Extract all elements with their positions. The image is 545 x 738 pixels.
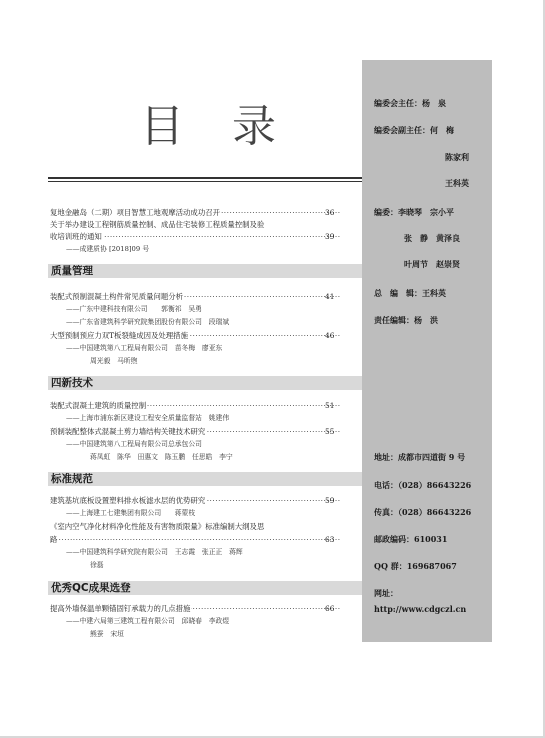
toc-author: 周光毅 马昕煦 xyxy=(90,357,138,365)
toc-entry[interactable]: 复地金融岛（二期）项目智慧工地观摩活动成功召开 ····· xyxy=(50,208,340,217)
toc-entry-cont[interactable]: 路 ····· xyxy=(50,535,340,544)
toc-author: 熊蚕 宋垣 xyxy=(90,630,124,638)
title-char-1: 目 xyxy=(140,101,184,152)
toc-page: 36 xyxy=(325,208,335,217)
toc-entry[interactable]: 关于举办建设工程钢筋质量控制、成品住宅装修工程质量控制及验 xyxy=(50,220,265,229)
toc-page: 66 xyxy=(325,604,335,613)
toc-author: 徐磊 xyxy=(90,561,104,569)
section-header: 标准规范 xyxy=(48,472,362,486)
toc-entry[interactable]: 装配式混凝土建筑的质量控制 ····· xyxy=(50,401,340,410)
toc-page: 41 xyxy=(325,292,335,301)
toc-entry[interactable]: 《室内空气净化材料净化性能及有害物质限量》标准编制大纲及思 xyxy=(50,522,265,531)
toc-author: ——中建六局第三建筑工程有限公司 邱晓春 李政煜 xyxy=(66,617,230,625)
phone: 电话：（028）86643226 xyxy=(374,480,472,490)
responsible-editor: 责任编辑：杨 洪 xyxy=(374,315,438,325)
deputy-editor: 编委会副主任：何 梅 xyxy=(374,125,454,135)
toc-author: ——上海建工七建集团有限公司 蒋蒙枝 xyxy=(66,509,196,517)
committee-members-2: 张 静 黄泽良 xyxy=(404,233,460,243)
toc-author: ——中国建筑第八工程局有限公司 苗冬梅 廖亚东 xyxy=(66,344,223,352)
toc-author: ——中国建筑第八工程局有限公司总承包公司 xyxy=(66,440,202,448)
title-rule-thin xyxy=(48,181,362,182)
toc-author: ——广东省建筑科学研究院集团股份有限公司 段瑞斌 xyxy=(66,318,230,326)
section-header: 优秀QC成果选登 xyxy=(48,581,362,595)
toc-entry[interactable]: 提高外墙保温单颗锚固钉承载力的几点措施 ····· xyxy=(50,604,340,613)
chief-editor: 总 编 辑：王科英 xyxy=(374,288,446,298)
toc-author: 蒋凤虹 陈华 田惠文 陈玉鹏 任思皓 李宁 xyxy=(90,453,233,461)
deputy-editor-3: 王科英 xyxy=(445,178,469,188)
title-rule xyxy=(48,177,362,179)
editor-in-chief: 编委会主任：杨 泉 xyxy=(374,98,446,108)
toc-entry[interactable]: 预制装配整体式混凝土剪力墙结构关键技术研究 ····· xyxy=(50,427,340,436)
toc-page: 63 xyxy=(325,535,335,544)
toc-page: 46 xyxy=(325,331,335,340)
section-header: 四新技术 xyxy=(48,376,362,390)
toc-page: 51 xyxy=(325,401,335,410)
website-label: 网址： xyxy=(374,588,398,598)
committee-members-3: 叶周节 赵崇贤 xyxy=(404,259,460,269)
toc-page: 59 xyxy=(325,496,335,505)
toc-author: ——上海市浦东新区建设工程安全质量监督站 姚建伟 xyxy=(66,414,230,422)
toc-entry[interactable]: 装配式预制混凝土构件常见质量问题分析 ····· xyxy=(50,292,340,301)
toc-author: ——中国建筑科学研究院有限公司 王志霞 张正正 蒋辉 xyxy=(66,548,243,556)
deputy-editor-2: 陈家利 xyxy=(445,152,469,162)
committee-members: 编委：李晓琴 宗小平 xyxy=(374,207,454,217)
toc-page: 39 xyxy=(325,232,335,241)
postcode: 邮政编码：610031 xyxy=(374,534,448,544)
section-header: 质量管理 xyxy=(48,264,362,278)
masthead-panel xyxy=(362,60,492,642)
qq-group: QQ 群：169687067 xyxy=(374,561,457,571)
toc-author: ——成建质协 [2018]09 号 xyxy=(66,245,150,253)
fax: 传真：（028）86643226 xyxy=(374,507,472,517)
toc-entry[interactable]: 建筑基坑底板设置塑料排水板滤水层的优势研究 ····· xyxy=(50,496,340,505)
address: 地址：成都市四道街 9 号 xyxy=(374,452,466,462)
toc-author: ——广东中建科技有限公司 郭衡祁 吴勇 xyxy=(66,305,202,313)
toc-page: 55 xyxy=(325,427,335,436)
title-char-2: 录 xyxy=(232,101,276,152)
toc-entry-cont[interactable]: 收培训班的通知 ····· xyxy=(50,232,340,241)
toc-entry[interactable]: 大型预制预应力双T板裂缝成因及处理措施 ····· xyxy=(50,331,340,340)
website-link[interactable]: http://www.cdgczl.cn xyxy=(374,604,467,614)
